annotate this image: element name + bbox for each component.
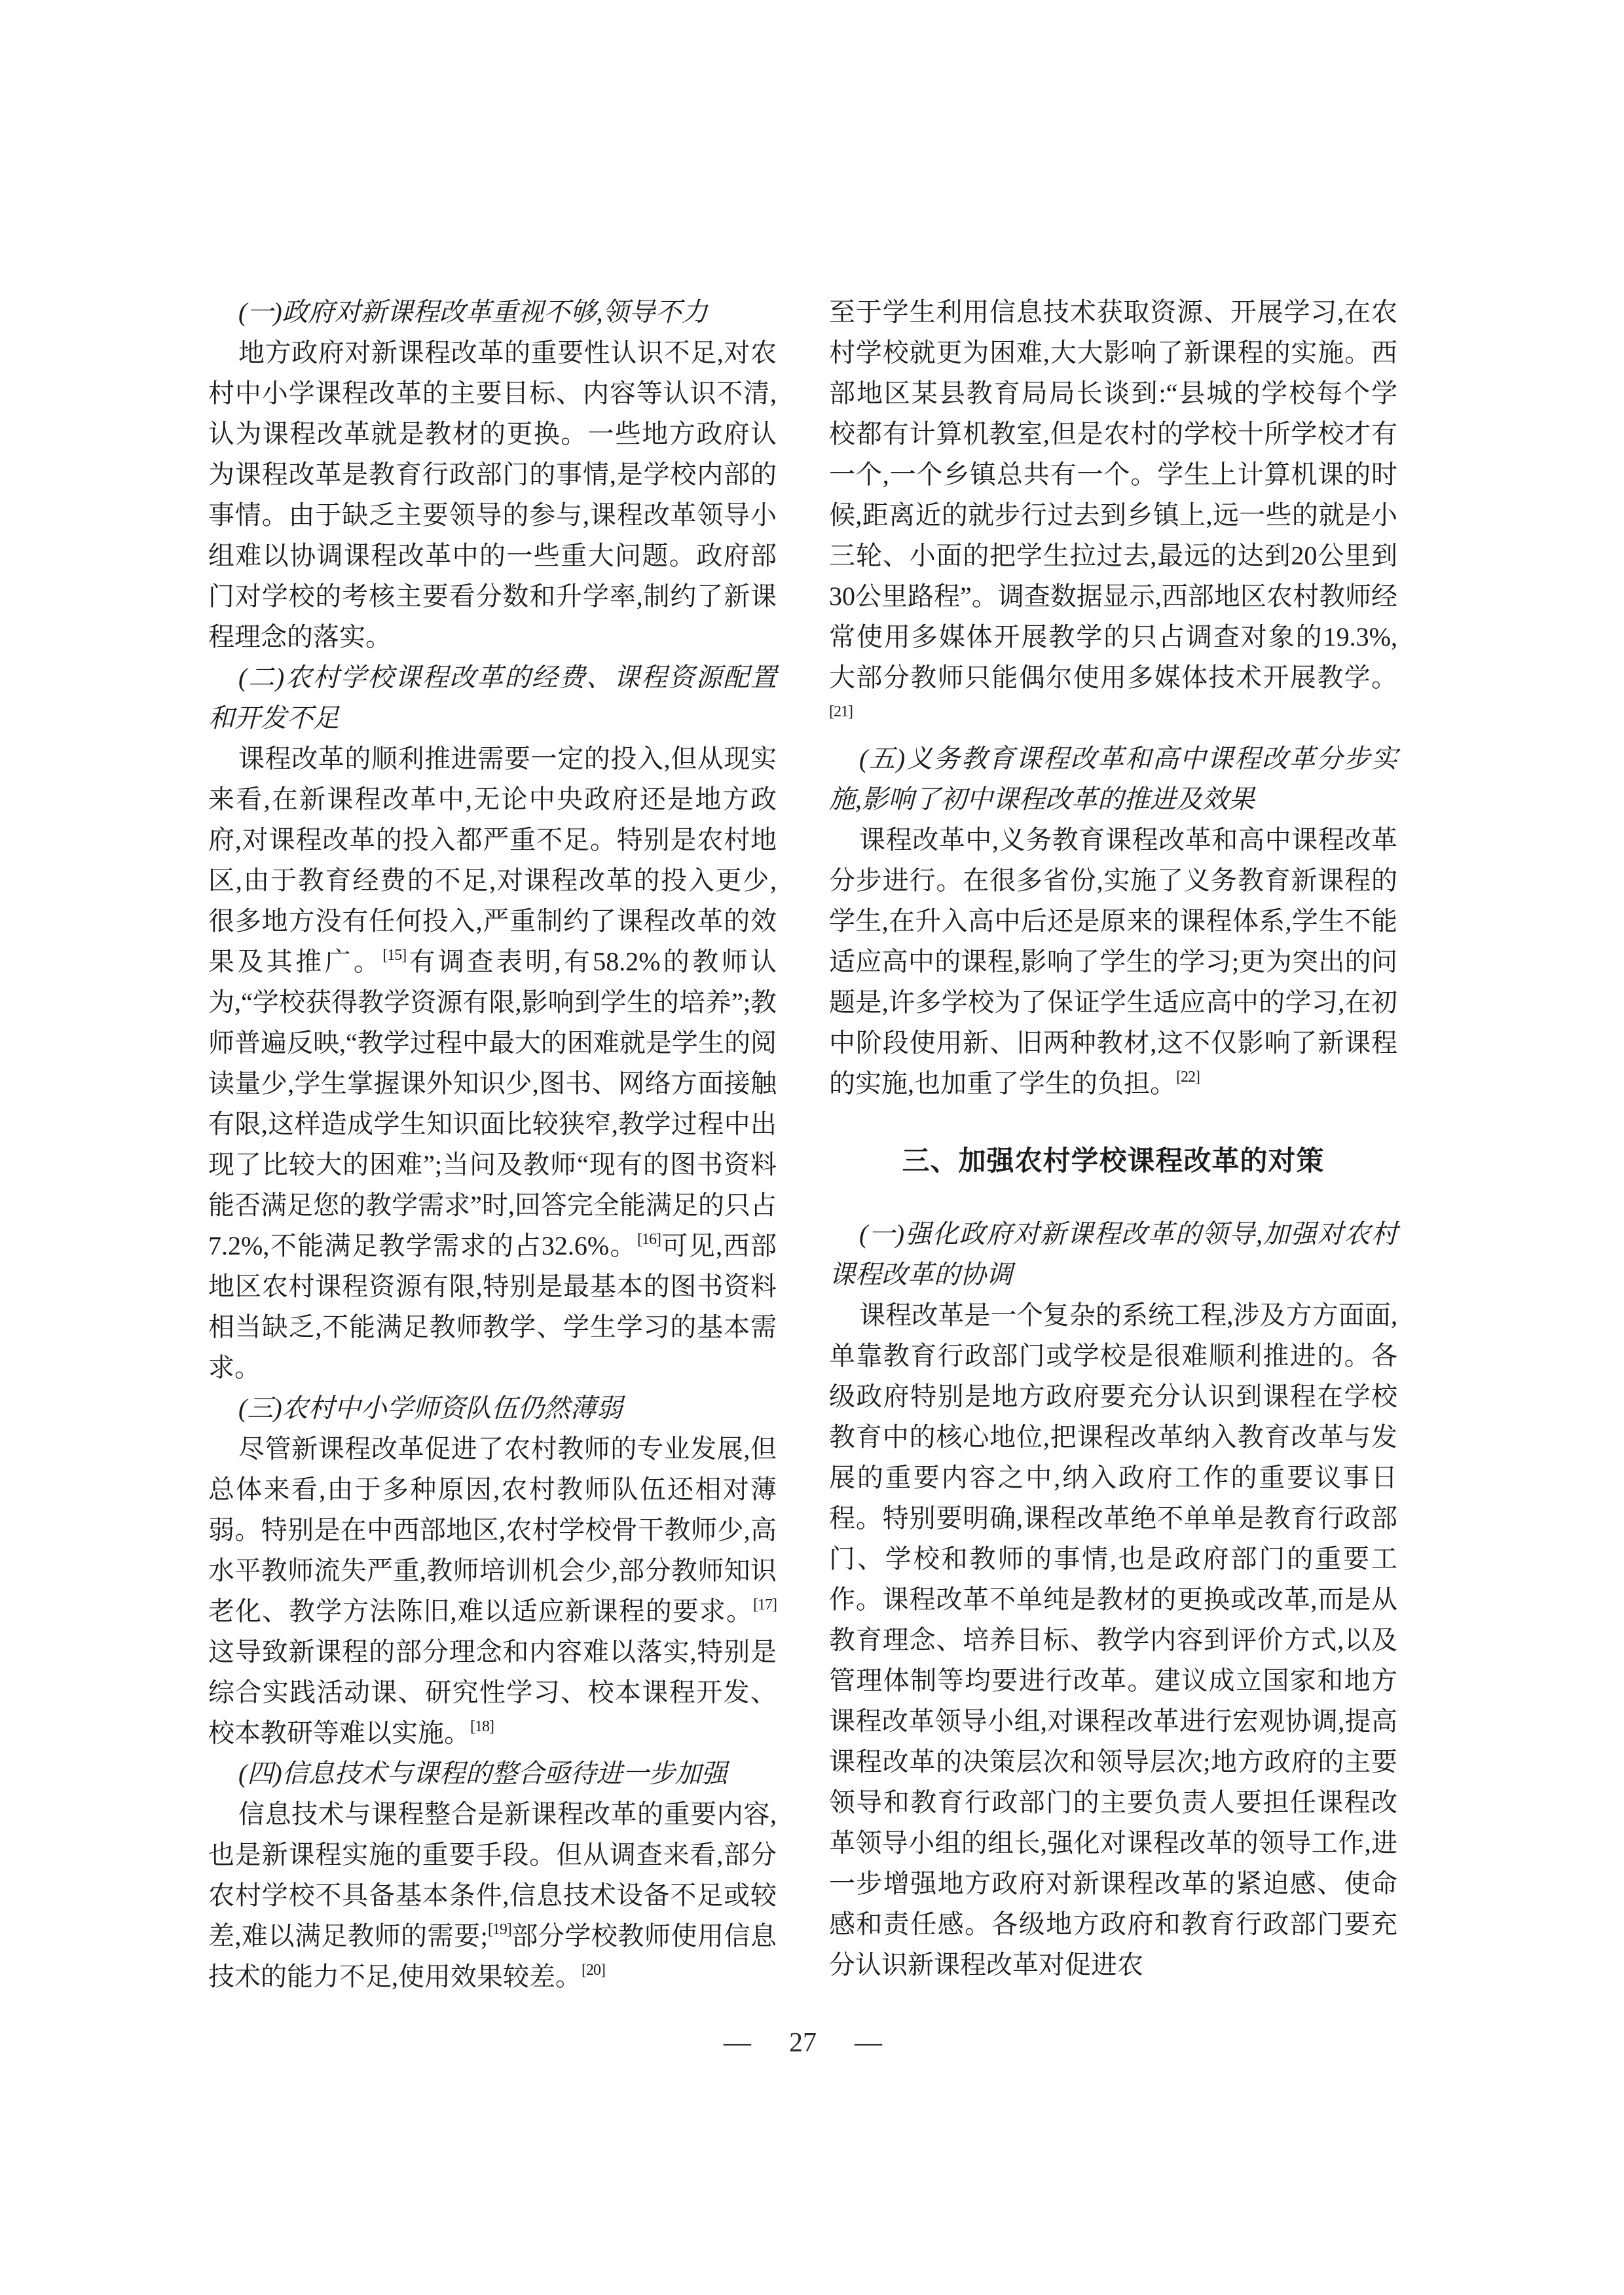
footer-dash-left: —	[724, 2028, 751, 2058]
subsection-heading: (一)强化政府对新课程改革的领导,加强对农村课程改革的协调	[829, 1219, 1397, 1289]
body-paragraph: 地方政府对新课程改革的重要性认识不足,对农村中小学课程改革的主要目标、内容等认识不清,认为课程改革就是教材的更换。一些地方政府认为课程改革是教育行政部门的事情,是学校内部的事情。由于缺乏主要领导的参与,课程改革领导小组难以协调课程改革中的一些重大问题。政府部门对学校的考核主要看分数和升学率,制约了新课程理念的落实。	[208, 338, 777, 652]
right-column	[829, 292, 1397, 1985]
page-footer	[208, 2027, 1397, 2059]
page-number: 27	[789, 2028, 817, 2058]
body-paragraph: 信息技术与课程整合是新课程改革的重要内容,也是新课程实施的重要手段。但从调查来看,部分农村学校不具备基本条件,信息技术设备不足或较差,难以满足教师的需要;[19]部分学校教师使用信息技术的能力不足,使用效果较差。[20]	[208, 1799, 777, 1991]
subsection-heading: (二)农村学校课程改革的经费、课程资源配置和开发不足	[208, 663, 777, 733]
subsection-heading: (四)信息技术与课程的整合亟待进一步加强	[238, 1759, 728, 1788]
citation-ref: [16]	[637, 1231, 661, 1248]
citation-ref: [20]	[581, 1962, 605, 1979]
subsection-heading: (一)政府对新课程改革重视不够,领导不力	[238, 297, 708, 327]
footer-dash-right: —	[855, 2028, 882, 2058]
body-paragraph: 至于学生利用信息技术获取资源、开展学习,在农村学校就更为困难,大大影响了新课程的实施。西部地区某县教育局局长谈到:“县城的学校每个学校都有计算机教室,但是农村的学校十所学校才有一个,一个乡镇总共有一个。学生上计算机课的时候,距离近的就步行过去到乡镇上,远一些的就是小三轮、小面的把学生拉过去,最远的达到20公里到30公里路程”。调查数据显示,西部地区农村教师经常使用多媒体开展教学的只占调查对象的19.3%,大部分教师只能偶尔使用多媒体技术开展教学。[21]	[829, 297, 1397, 720]
body-paragraph: 课程改革中,义务教育课程改革和高中课程改革分步进行。在很多省份,实施了义务教育新课程的学生,在升入高中后还是原来的课程体系,学生不能适应高中的课程,影响了学生的学习;更为突出的问题是,许多学校为了保证学生适应高中的学习,在初中阶段使用新、旧两种教材,这不仅影响了新课程的实施,也加重了学生的负担。[22]	[829, 825, 1397, 1098]
citation-ref: [17]	[753, 1596, 777, 1613]
citation-ref: [15]	[382, 947, 407, 964]
body-paragraph: 尽管新课程改革促进了农村教师的专业发展,但总体来看,由于多种原因,农村教师队伍还相对薄弱。特别是在中西部地区,农村学校骨干教师少,高水平教师流失严重,教师培训机会少,部分教师知识老化、教学方法陈旧,难以适应新课程的要求。[17]这导致新课程的部分理念和内容难以落实,特别是综合实践活动课、研究性学习、校本课程开发、校本教研等难以实施。[18]	[208, 1434, 777, 1748]
section-heading: 三、加强农村学校课程改革的对策	[902, 1145, 1325, 1176]
subsection-heading: (三)农村中小学师资队伍仍然薄弱	[238, 1393, 623, 1423]
citation-ref: [18]	[470, 1718, 494, 1735]
citation-ref: [19]	[487, 1921, 511, 1938]
subsection-heading: (五)义务教育课程改革和高中课程改革分步实施,影响了初中课程改革的推进及效果	[829, 744, 1397, 814]
citation-ref: [22]	[1176, 1069, 1200, 1086]
left-column	[208, 292, 777, 1997]
body-paragraph: 课程改革是一个复杂的系统工程,涉及方方面面,单靠教育行政部门或学校是很难顺利推进的。各级政府特别是地方政府要充分认识到课程在学校教育中的核心地位,把课程改革纳入教育改革与发展的重要内容之中,纳入政府工作的重要议事日程。特别要明确,课程改革绝不单单是教育行政部门、学校和教师的事情,也是政府部门的重要工作。课程改革不单纯是教材的更换或改革,而是从教育理念、培养目标、教学内容到评价方式,以及管理体制等均要进行改革。建议成立国家和地方课程改革领导小组,对课程改革进行宏观协调,提高课程改革的决策层次和领导层次;地方政府的主要领导和教育行政部门的主要负责人要担任课程改革领导小组的组长,强化对课程改革的领导工作,进一步增强地方政府对新课程改革的紧迫感、使命感和责任感。各级地方政府和教育行政部门要充分认识新课程改革对促进农	[829, 1300, 1397, 1979]
body-paragraph: 课程改革的顺利推进需要一定的投入,但从现实来看,在新课程改革中,无论中央政府还是地方政府,对课程改革的投入都严重不足。特别是农村地区,由于教育经费的不足,对课程改革的投入更少,很多地方没有任何投入,严重制约了课程改革的效果及其推广。[15]有调查表明,有58.2%的教师认为,“学校获得教学资源有限,影响到学生的培养”;教师普遍反映,“教学过程中最大的困难就是学生的阅读量少,学生掌握课外知识少,图书、网络方面接触有限,这样造成学生知识面比较狭窄,教学过程中出现了比较大的困难”;当问及教师“现有的图书资料能否满足您的教学需求”时,回答完全能满足的只占7.2%,不能满足教学需求的占32.6%。[16]可见,西部地区农村课程资源有限,特别是最基本的图书资料相当缺乏,不能满足教师教学、学生学习的基本需求。	[208, 744, 777, 1382]
citation-ref: [21]	[829, 703, 853, 720]
